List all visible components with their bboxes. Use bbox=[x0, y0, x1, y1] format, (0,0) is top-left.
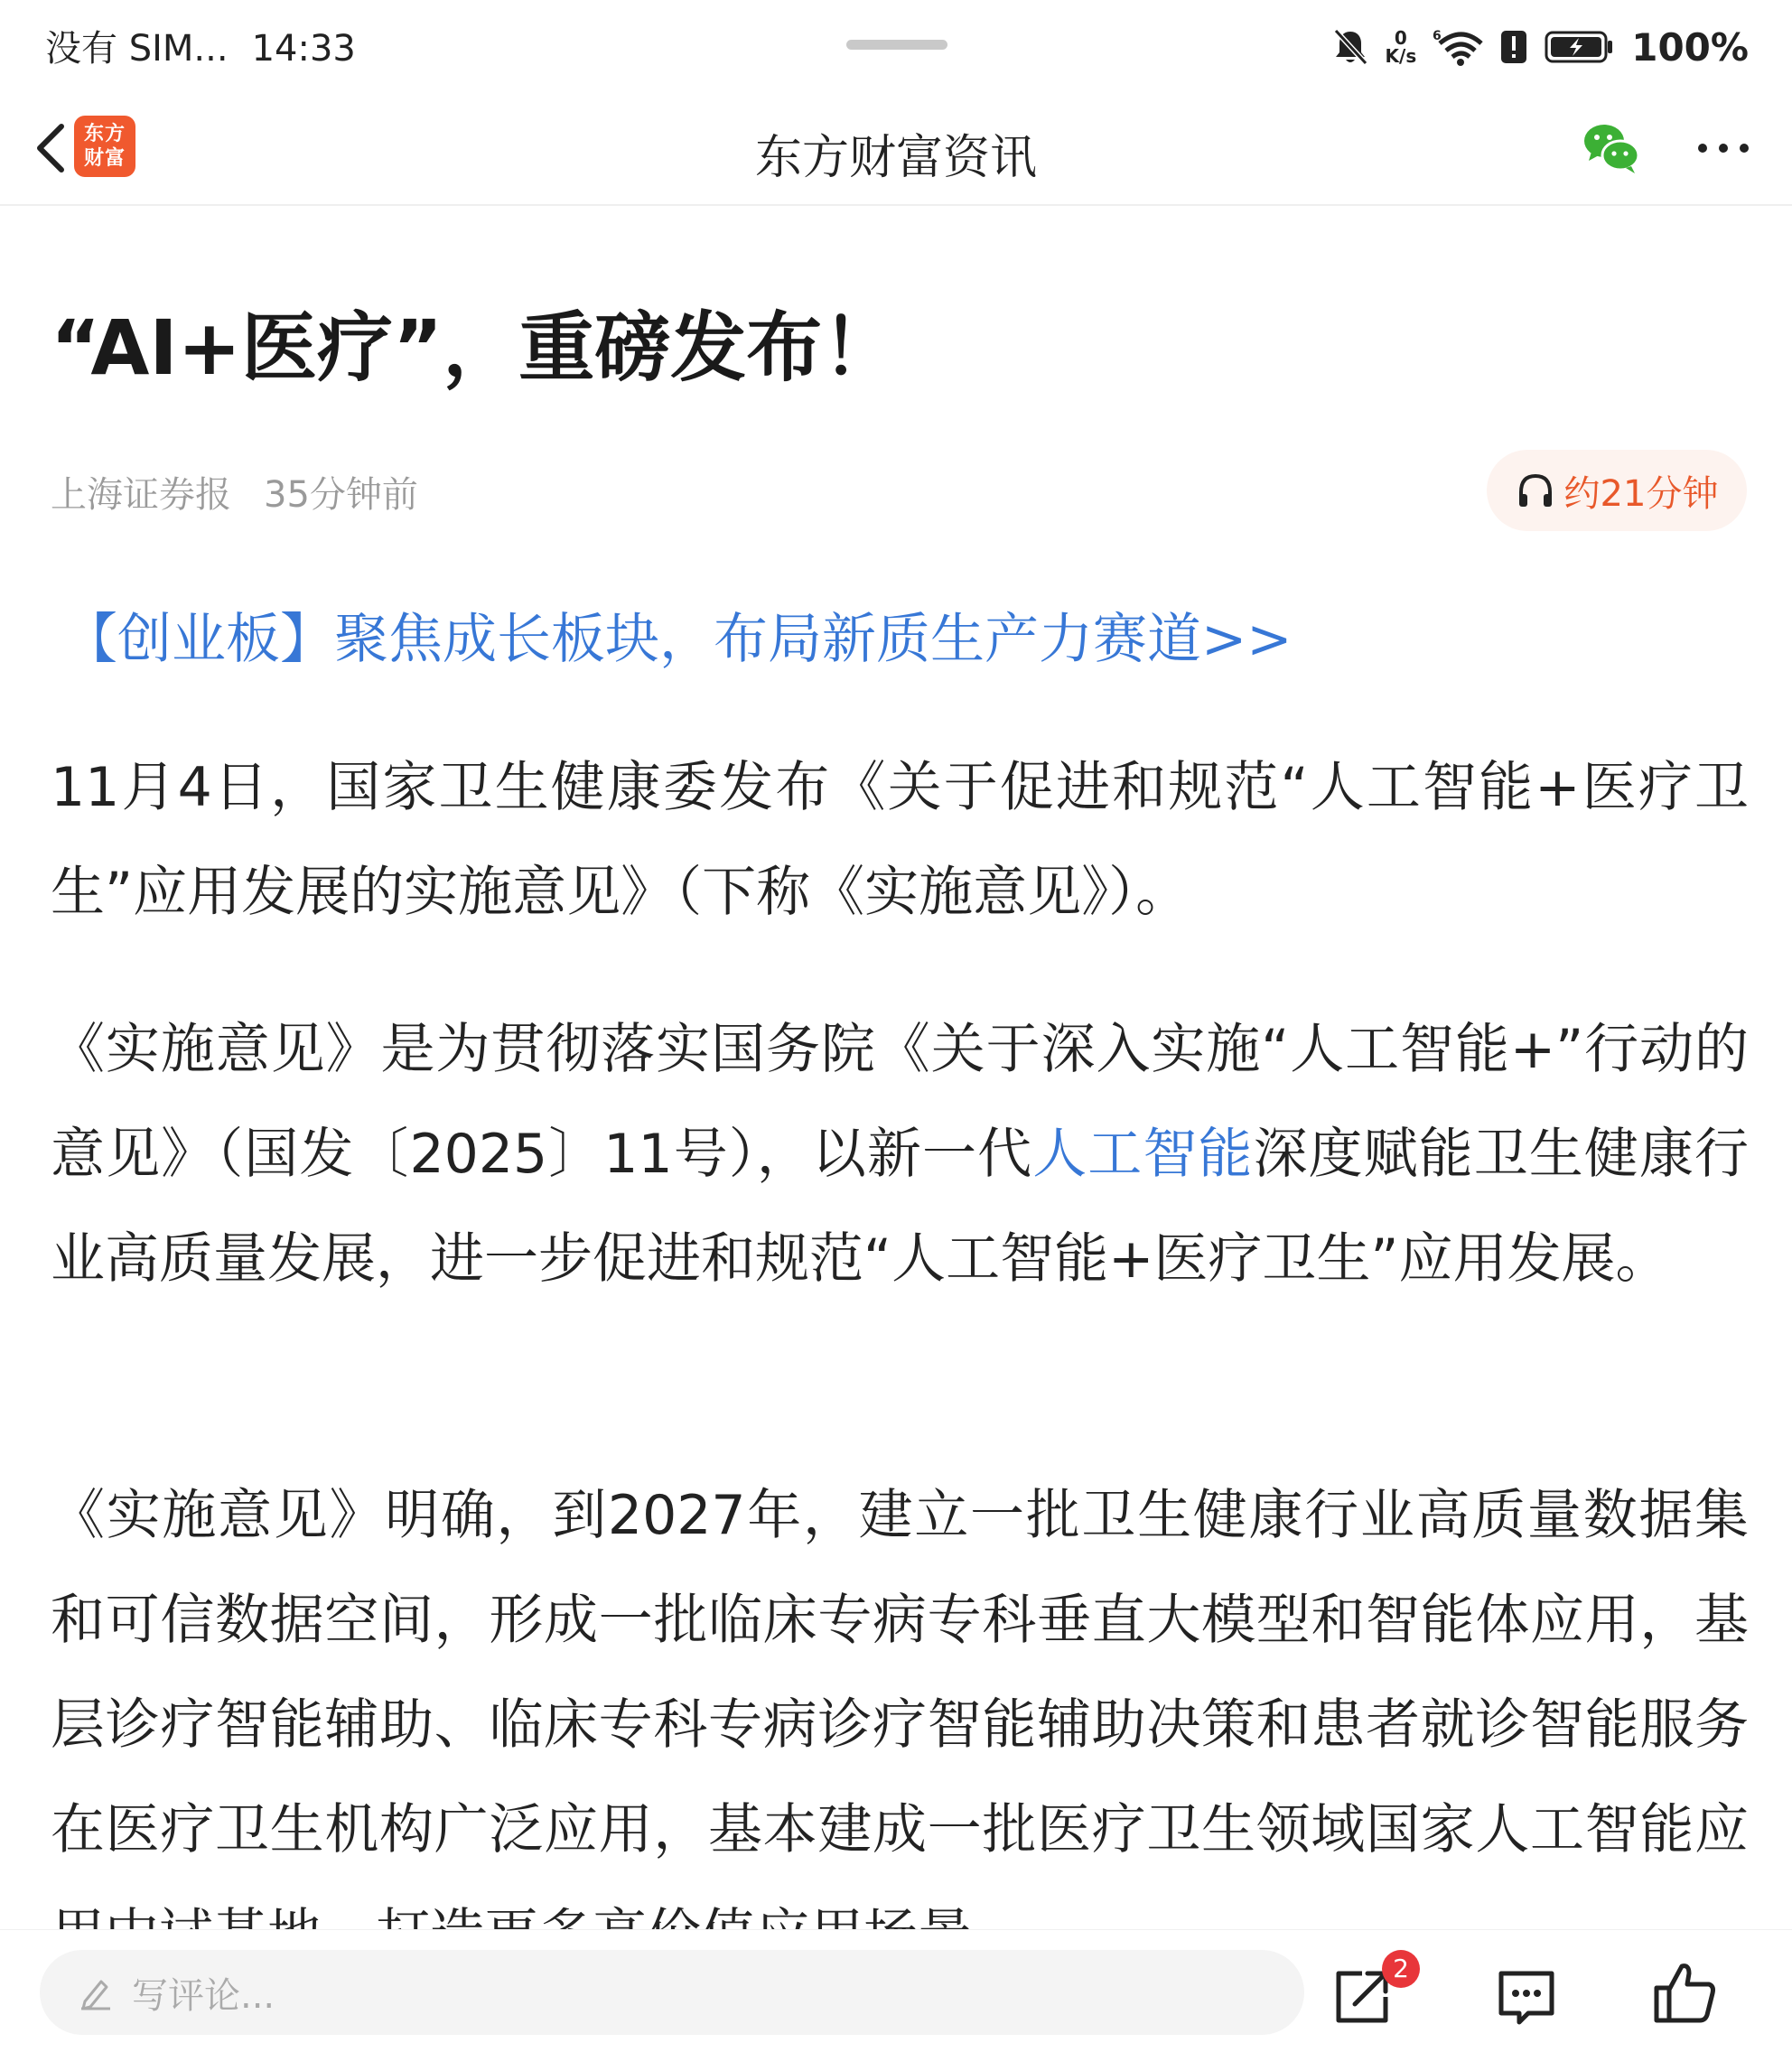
notch-handle bbox=[846, 40, 947, 50]
more-dots-icon bbox=[1696, 142, 1750, 154]
comment-placeholder: 写评论... bbox=[132, 1974, 275, 2017]
article-paragraph-1: 11月4日，国家卫生健康委发布《关于促进和规范“人工智能+医疗卫生”应用发展的实施意见》（下称《实施意见》）。 bbox=[51, 756, 1749, 924]
comment-icon bbox=[1492, 1963, 1561, 2031]
carrier-label: 没有 SIM... bbox=[45, 28, 229, 70]
wechat-icon bbox=[1581, 117, 1642, 179]
clock: 14:33 bbox=[251, 28, 356, 70]
battery-percent: 100% bbox=[1631, 24, 1749, 70]
promo-link[interactable]: 【创业板】聚焦成长板块，布局新质生产力赛道>> bbox=[63, 608, 1293, 671]
nav-bar bbox=[0, 94, 1792, 206]
like-button[interactable] bbox=[1649, 1957, 1722, 2029]
more-options-button[interactable] bbox=[1691, 117, 1756, 179]
headphones-icon bbox=[1516, 471, 1555, 510]
article-source[interactable]: 上海证券报 bbox=[51, 474, 231, 516]
battery-icon bbox=[1545, 29, 1615, 65]
comments-button[interactable] bbox=[1492, 1963, 1561, 2031]
status-right bbox=[1331, 22, 1749, 72]
net-speed-unit: K/s bbox=[1385, 45, 1417, 67]
net-speed-indicator bbox=[1386, 29, 1417, 65]
status-left bbox=[45, 20, 356, 71]
wechat-share-button[interactable] bbox=[1581, 117, 1642, 179]
bottom-action-bar bbox=[0, 1929, 1792, 2052]
mute-bell-icon bbox=[1331, 27, 1369, 67]
status-bar bbox=[0, 0, 1792, 94]
listen-duration: 约21分钟 bbox=[1563, 472, 1719, 515]
logo-line-1: 东方 bbox=[83, 122, 126, 145]
paragraph-2-text-a: 《实施意见》是为贯彻落实国务院《关于深入实施“人工智能+”行动的意见》（国发〔2025〕11号），以新一代 bbox=[51, 1018, 1749, 1186]
listen-audio-button[interactable] bbox=[1487, 450, 1747, 531]
logo-line-2: 财富 bbox=[83, 146, 126, 170]
article-meta bbox=[51, 466, 418, 518]
alert-icon bbox=[1499, 29, 1528, 65]
comment-input[interactable] bbox=[40, 1950, 1304, 2035]
net-speed-value: 0 bbox=[1394, 27, 1407, 49]
article-paragraph-3: 《实施意见》明确，到2027年，建立一批卫生健康行业高质量数据集和可信数据空间，形成一批临床专病专科垂直大模型和智能体应用，基层诊疗智能辅助、临床专科专病诊疗智能辅助决策和患者就诊智能服务在医疗卫生机构广泛应用，基本建成一批医疗卫生领域国家人工智能应 bbox=[51, 1484, 1749, 1861]
share-count-badge: 2 bbox=[1382, 1950, 1420, 1988]
page-title: 东方财富资讯 bbox=[754, 131, 1037, 185]
paragraph-2-text-b: 深度赋能卫生健康行业高质量发展，进一步促进和规范“人工智能+医疗卫生”应用发展。 bbox=[51, 1123, 1750, 1291]
pencil-icon bbox=[78, 1974, 114, 2010]
svg-text:6: 6 bbox=[1433, 29, 1442, 43]
wifi-icon bbox=[1433, 27, 1483, 67]
ai-keyword-link[interactable]: 人工智能 bbox=[1032, 1123, 1254, 1186]
thumbs-up-icon bbox=[1649, 1957, 1722, 2029]
article-time: 35分钟前 bbox=[264, 474, 418, 516]
article-title: “AI+医疗”，重磅发布！ bbox=[51, 303, 899, 392]
article-paragraph-2 bbox=[51, 997, 1749, 1311]
